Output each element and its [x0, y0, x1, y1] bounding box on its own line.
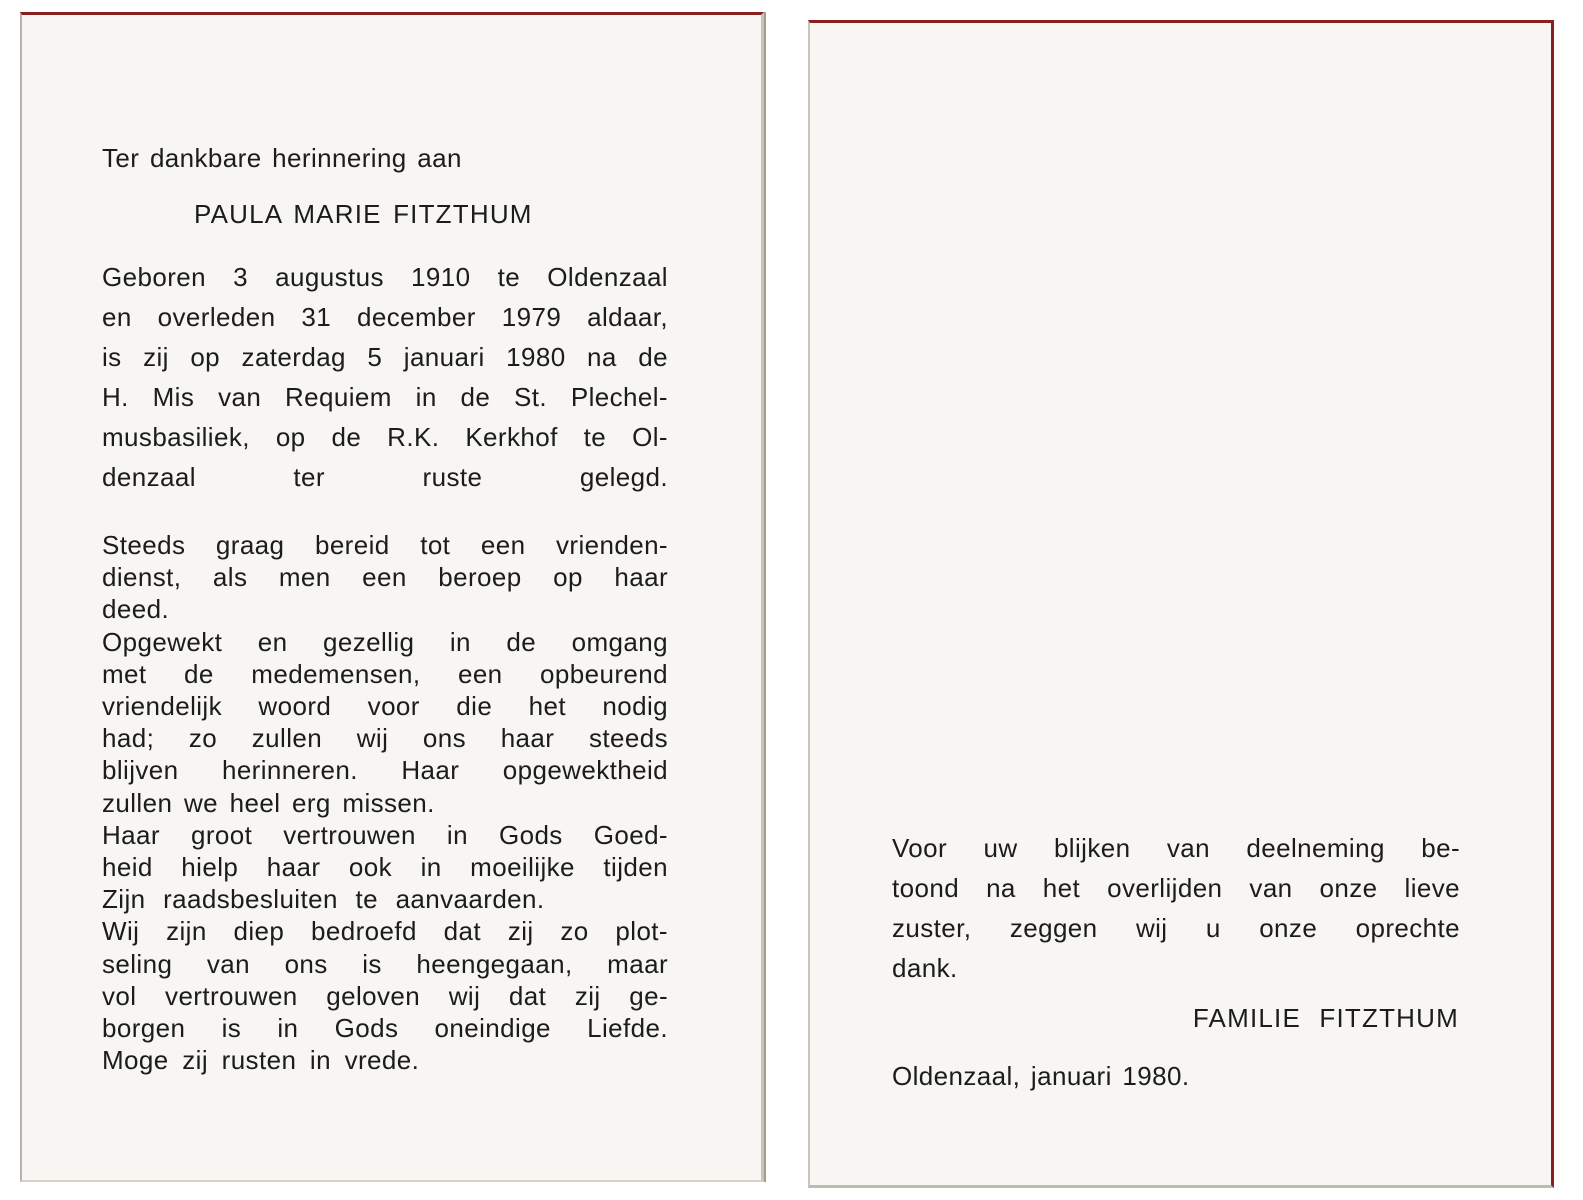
memorial-card-back [808, 20, 1554, 1188]
bio-line: musbasiliek, op de R.K. Kerkhof te Ol- [102, 422, 668, 452]
bio-line: en overleden 31 december 1979 aldaar, [102, 302, 668, 332]
tribute-line: deed. [102, 594, 170, 625]
tribute-line: vol vertrouwen geloven wij dat zij ge- [102, 980, 668, 1011]
bio-line: denzaal ter ruste gelegd. [102, 462, 668, 492]
family-signature: FAMILIE FITZTHUM [1192, 1003, 1459, 1033]
tribute-line: Moge zij rusten in vrede. [102, 1045, 420, 1076]
tribute-line: vriendelijk woord voor die het nodig [102, 691, 668, 722]
thanks-line: dank. [892, 953, 958, 983]
thanks-line: toond na het overlijden van onze lieve [892, 873, 1460, 903]
tribute-line: Wij zijn diep bedroefd dat zij zo plot- [102, 916, 668, 947]
deceased-name: PAULA MARIE FITZTHUM [194, 199, 533, 229]
tribute-line: borgen is in Gods oneindige Liefde. [102, 1013, 668, 1044]
tribute-line: zullen we heel erg missen. [102, 787, 435, 818]
bio-line: is zij op zaterdag 5 januari 1980 na de [102, 342, 668, 372]
tribute-line: blijven herinneren. Haar opgewektheid [102, 755, 668, 786]
tribute-line: Opgewekt en gezellig in de omgang [102, 626, 668, 657]
tribute-line: Steeds graag bereid tot een vrienden- [102, 530, 668, 560]
bio-line: H. Mis van Requiem in de St. Plechel- [102, 382, 668, 412]
tribute-line: had; zo zullen wij ons haar steeds [102, 723, 668, 754]
tribute-line: Haar groot vertrouwen in Gods Goed- [102, 819, 668, 850]
thanks-paragraph [892, 828, 1460, 988]
tribute-line: Zijn raadsbesluiten te aanvaarden. [102, 884, 545, 915]
bio-line: Geboren 3 augustus 1910 te Oldenzaal [102, 262, 668, 292]
intro-text: Ter dankbare herinnering aan [102, 143, 462, 173]
thanks-line: zuster, zeggen wij u onze oprechte [892, 913, 1460, 943]
tribute-paragraph [102, 529, 668, 1076]
tribute-line: met de medemensen, een opbeurend [102, 658, 668, 689]
memorial-card-front [20, 12, 764, 1182]
place-date: Oldenzaal, januari 1980. [892, 1061, 1190, 1091]
biography-paragraph [102, 257, 668, 497]
tribute-line: dienst, als men een beroep op haar [102, 562, 668, 593]
tribute-line: seling van ons is heengegaan, maar [102, 948, 668, 979]
thanks-line: Voor uw blijken van deelneming be- [892, 833, 1460, 863]
tribute-line: heid hielp haar ook in moeilijke tijden [102, 852, 668, 883]
